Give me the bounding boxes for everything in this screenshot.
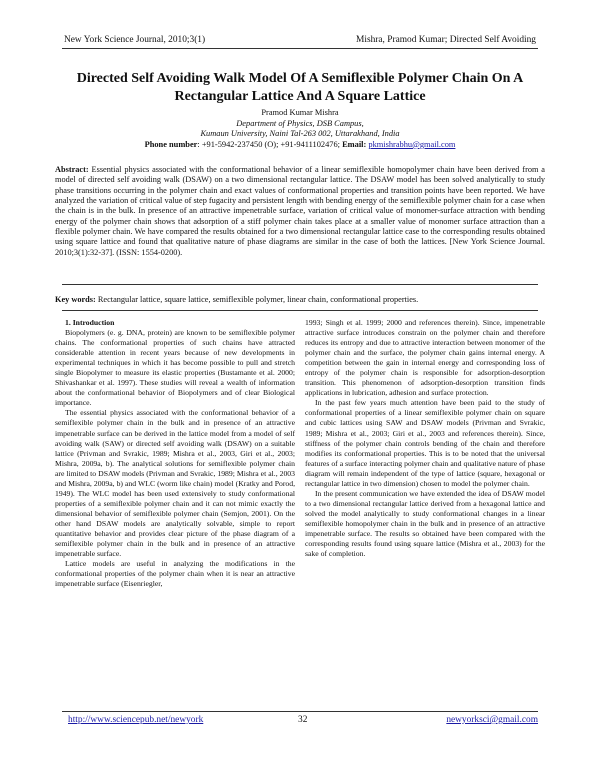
paper-title: Directed Self Avoiding Walk Model Of A Semiflexible Polymer Chain On A Rectangular Lattice And A Square Lattice [76, 71, 524, 104]
abstract-label: Abstract: [55, 165, 89, 174]
body-paragraph: Biopolymers (e. g. DNA, protein) are known to be semiflexible polymer chains. The conformational properties of such chains have attracted considerable attention in recent years because of new developments in experimental techniques in which it has become possible to pull and stretch single Biopolymer to measure its elastic properties (Bustamante et al. 2000; Shivashankar et al. 1997). These studies will reveal a wealth of information about the conformational behavior of Biopolymers and of clear Biological importance. [55, 328, 295, 408]
body-paragraph: In the present communication we have extended the idea of DSAW model to a two dimensional rectangular lattice derived from a hexagonal lattice and solved the model analytically to study conformational changes in a linear semiflexible homopolymer chain in the bulk and in presence of an attractive impenetrable surface. The results so obtained have been compared with the corresponding results found using square lattice (Mishra et al., 2003) for the sake of completion. [305, 488, 545, 559]
author-email-link[interactable]: pkmishrabhu@gmail.com [368, 139, 456, 149]
keywords-label: Key words: [55, 295, 96, 304]
author-contact: Phone number: +91-5942-237450 (O); +91-9411102476; Email: pkmishrabhu@gmail.com [144, 139, 456, 149]
running-header [64, 35, 536, 47]
running-head: Mishra, Pramod Kumar; Directed Self Avoiding [356, 35, 536, 45]
author-name: Pramod Kumar Mishra [261, 108, 339, 117]
footer-rule [62, 711, 538, 712]
author-university: Kumaun University, Naini Tal-263 002, Uttarakhand, India [200, 129, 400, 139]
body-paragraph: In the past few years much attention have been paid to the study of conformational properties of a linear semiflexible polymer chain on square and cubic lattices using SAW and DSAW models (Privman and Svrakic, 1989; Mishra et al., 2003; Giri et al., 2003 and references therein). Since, stiffness of the polymer chain controls bending of the chain and therefore modifies its conformational properties. This is to be noted that the universal features of a surface interacting polymer chain and qualitative nature of phase diagram will remain independent of the type of lattice (square, hexagonal or rectangular lattice in two dimension) chosen to model the polymer chain. [305, 398, 545, 488]
section-heading: 1. Introduction [65, 318, 115, 327]
body-paragraph: 1993; Singh et al. 1999; 2000 and references therein). Since, impenetrable attractive surface introduces constrain on the polymer chain and therefore reduces its entropy and due to attractive interaction between monomer of the polymer chain and the surface, the polymer chain gains internal energy. A competition between the gain in internal energy and corresponding loss of entropy of the polymer chain is responsible for adsorption-desorption transition. This phenomenon of adsorption-desorption transition finds applications in lubrication, adhesion and surface protection. [305, 318, 545, 398]
header-rule [62, 48, 538, 49]
abstract-text: Essential physics associated with the conformational behavior of a linear semiflexible homopolymer chain have been derived from a model of directed self avoiding walk (DSAW) on a two dimensional rectangular lattice. The DSAW model has been solved analytically to study phase transitions occurring in the polymer chain and exact values of conformational properties and transition points have been reported. We have analyzed the variation of critical value of step fugacity and persistent length with bending energy of the semiflexible polymer chain for a case when the chain is in the bulk. In presence of an attractive impenetrable surface, variation of critical value of monomer-surface attraction with bending energy of the polymer chain shows that adsorption of a stiff polymer chain takes place at a smaller value of monomer surface attraction than a flexible polymer chain. We have compared the results obtained for a two dimensional rectangular lattice case to the corresponding results obtained using square lattice and found that qualitative nature of phase diagrams are similar in the case of both the lattices. [New York Science Journal. 2010;3(1):32-37]. (ISSN: 1554-0200). [55, 165, 545, 257]
phone-numbers: : +91-5942-237450 (O); +91-9411102476; [197, 139, 340, 149]
keywords [55, 295, 545, 305]
journal-url-link[interactable]: http://www.sciencepub.net/newyork [68, 715, 204, 725]
page-footer [62, 715, 538, 727]
journal-citation: New York Science Journal, 2010;3(1) [64, 35, 206, 45]
abstract [55, 165, 545, 258]
keywords-text: Rectangular lattice, square lattice, semiflexible polymer, linear chain, conformational properties. [95, 295, 419, 304]
abstract-rule [62, 284, 538, 285]
keywords-rule [62, 310, 538, 311]
author-block [62, 108, 538, 150]
journal-email-link[interactable]: newyorksci@gmail.com [446, 715, 538, 725]
body-column-right [305, 318, 545, 559]
body-paragraph: The essential physics associated with the conformational behavior of a semiflexible polymer chain in the bulk and in presence of an attractive impenetrable surface can be derived in the lattice model from a model of self avoiding walk (SAW) or directed self avoiding walk (DSAW) on a suitable lattice (Privman and Svrakic, 1989; Mishra et al., 2003, Giri et al., 2003; Mishra, 2009a, b). The analytical solutions for semiflexible polymer chain are limited to DSAW models (Privman and Svrakic, 1989; Mishra et al., 2003 and Mishra, 2009a, b) and WLC (worm like chain) model (Kratky and Porod, 1949). The WLC model has been used extensively to study conformational properties of a semiflexible polymer chain and it can not mimic exactly the dimensional behavior of semiflexible polymer chain (Semjon, 2001). On the other hand DSAW models are analytically solvable, simple to report quantitative behavior and provides clear picture of the phase diagram of a semiflexible polymer chain in the bulk and in presence of an attractive impenetrable surface. [55, 408, 295, 559]
email-label: Email [342, 139, 364, 149]
body-column-left [55, 318, 295, 589]
page-number: 32 [298, 715, 308, 725]
phone-label: Phone number [144, 139, 198, 149]
body-paragraph: Lattice models are useful in analyzing the modifications in the conformational properties of the polymer chain when it is near an attractive impenetrable surface (Eisenriegler, [55, 559, 295, 589]
author-department: Department of Physics, DSB Campus, [236, 118, 364, 128]
